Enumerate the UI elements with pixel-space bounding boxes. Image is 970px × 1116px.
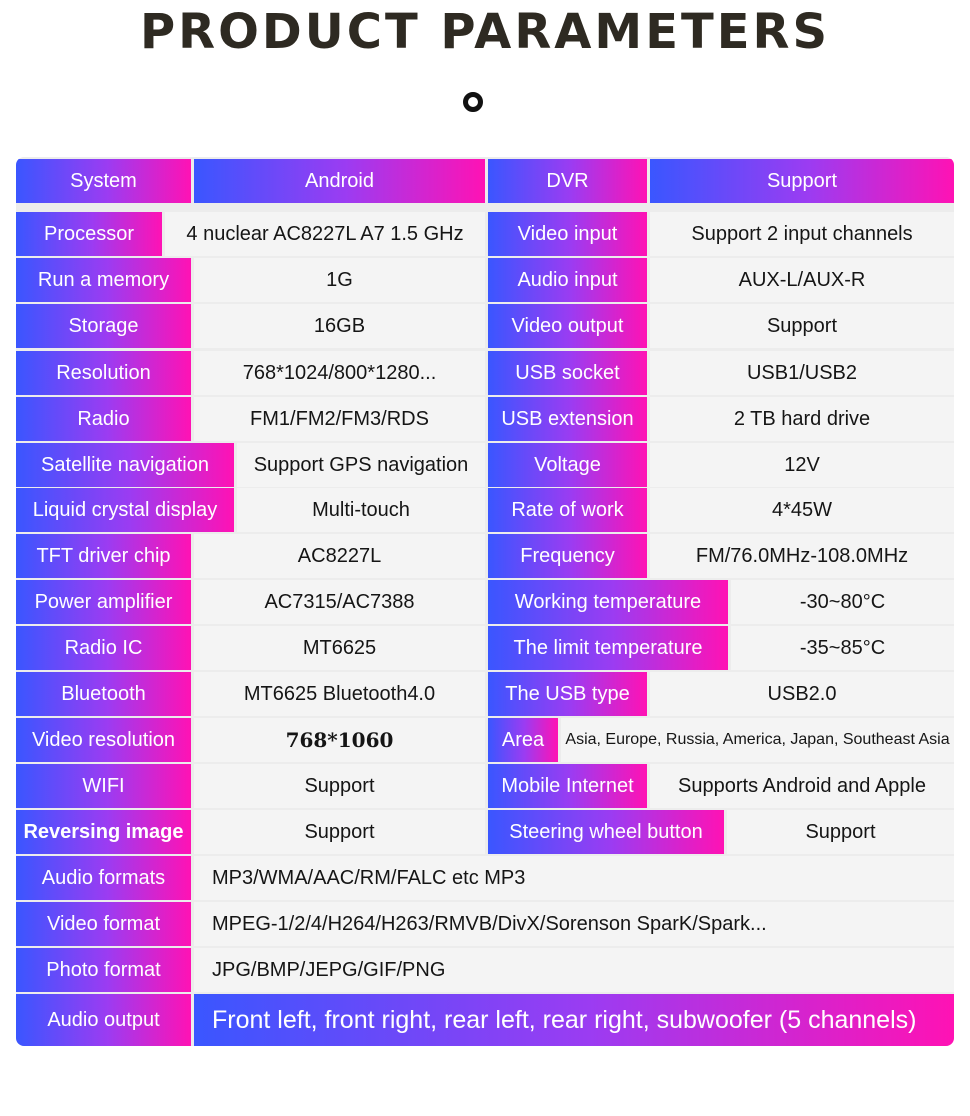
value-system: Android — [194, 159, 485, 203]
value-lcd: Multi-touch — [237, 488, 485, 532]
label-resolution: Resolution — [16, 351, 191, 395]
label-lcd: Liquid crystal display — [16, 488, 234, 532]
value-processor: 4 nuclear AC8227L A7 1.5 GHz — [165, 212, 485, 256]
value-usb-socket: USB1/USB2 — [650, 351, 954, 395]
value-bluetooth: MT6625 Bluetooth4.0 — [194, 672, 485, 716]
table-row — [16, 580, 954, 624]
label-dvr: DVR — [488, 159, 647, 203]
table-row — [16, 626, 954, 670]
label-run-memory: Run a memory — [16, 258, 191, 302]
value-run-memory: 1G — [194, 258, 485, 302]
label-area: Area — [488, 718, 558, 762]
label-video-format: Video format — [16, 902, 191, 946]
label-storage: Storage — [16, 304, 191, 348]
value-video-input: Support 2 input channels — [650, 212, 954, 256]
label-frequency: Frequency — [488, 534, 647, 578]
table-row — [16, 212, 954, 256]
value-voltage: 12V — [650, 443, 954, 487]
value-radio: FM1/FM2/FM3/RDS — [194, 397, 485, 441]
table-row — [16, 351, 954, 395]
value-video-format: MPEG-1/2/4/H264/H263/RMVB/DivX/Sorenson SparK/Spark... — [194, 902, 954, 946]
value-tft-driver-chip: AC8227L — [194, 534, 485, 578]
table-row — [16, 443, 954, 487]
value-satellite-navigation: Support GPS navigation — [237, 443, 485, 487]
value-area: Asia, Europe, Russia, America, Japan, Southeast Asia — [561, 718, 954, 762]
label-radio-ic: Radio IC — [16, 626, 191, 670]
table-row — [16, 856, 954, 900]
label-audio-input: Audio input — [488, 258, 647, 302]
value-wifi: Support — [194, 764, 485, 808]
value-audio-input: AUX-L/AUX-R — [650, 258, 954, 302]
label-satellite-navigation: Satellite navigation — [16, 443, 234, 487]
label-processor: Processor — [16, 212, 162, 256]
value-reversing-image: Support — [194, 810, 485, 854]
value-resolution: 768*1024/800*1280... — [194, 351, 485, 395]
label-reversing-image: Reversing image — [16, 810, 191, 854]
label-photo-format: Photo format — [16, 948, 191, 992]
table-row — [16, 764, 954, 808]
value-dvr: Support — [650, 159, 954, 203]
value-usb-extension: 2 TB hard drive — [650, 397, 954, 441]
value-usb-type: USB2.0 — [650, 672, 954, 716]
label-voltage: Voltage — [488, 443, 647, 487]
label-power-amplifier: Power amplifier — [16, 580, 191, 624]
label-usb-extension: USB extension — [488, 397, 647, 441]
value-audio-output: Front left, front right, rear left, rear right, subwoofer (5 channels) — [194, 994, 954, 1046]
table-row — [16, 534, 954, 578]
table-row — [16, 397, 954, 441]
label-rate-of-work: Rate of work — [488, 488, 647, 532]
label-video-input: Video input — [488, 212, 647, 256]
value-storage: 16GB — [194, 304, 485, 348]
label-video-resolution: Video resolution — [16, 718, 191, 762]
label-bluetooth: Bluetooth — [16, 672, 191, 716]
parameters-table — [16, 157, 954, 1046]
value-mobile-internet: Supports Android and Apple — [650, 764, 954, 808]
label-system: System — [16, 159, 191, 203]
label-usb-type: The USB type — [488, 672, 647, 716]
label-audio-formats: Audio formats — [16, 856, 191, 900]
label-audio-output: Audio output — [16, 994, 191, 1046]
table-row — [16, 304, 954, 348]
table-row — [16, 948, 954, 992]
label-wifi: WIFI — [16, 764, 191, 808]
table-row — [16, 159, 954, 203]
value-video-resolution: 768*1060 — [194, 718, 485, 762]
table-row — [16, 902, 954, 946]
page-title: PRODUCT PARAMETERS — [139, 4, 831, 60]
table-row — [16, 672, 954, 716]
label-usb-socket: USB socket — [488, 351, 647, 395]
label-steering-wheel-button: Steering wheel button — [488, 810, 724, 854]
label-limit-temperature: The limit temperature — [488, 626, 728, 670]
value-audio-formats: MP3/WMA/AAC/RM/FALC etc MP3 — [194, 856, 954, 900]
table-row — [16, 810, 954, 854]
table-row — [16, 488, 954, 532]
label-working-temperature: Working temperature — [488, 580, 728, 624]
table-row — [16, 718, 954, 762]
label-tft-driver-chip: TFT driver chip — [16, 534, 191, 578]
value-limit-temperature: -35~85°C — [731, 626, 954, 670]
label-radio: Radio — [16, 397, 191, 441]
table-row — [16, 994, 954, 1046]
value-radio-ic: MT6625 — [194, 626, 485, 670]
label-video-output: Video output — [488, 304, 647, 348]
value-video-output: Support — [650, 304, 954, 348]
value-frequency: FM/76.0MHz-108.0MHz — [650, 534, 954, 578]
circle-icon — [463, 92, 483, 112]
value-power-amplifier: AC7315/AC7388 — [194, 580, 485, 624]
value-steering-wheel-button: Support — [727, 810, 954, 854]
label-mobile-internet: Mobile Internet — [488, 764, 647, 808]
table-row — [16, 258, 954, 302]
value-photo-format: JPG/BMP/JEPG/GIF/PNG — [194, 948, 954, 992]
value-rate-of-work: 4*45W — [650, 488, 954, 532]
value-working-temperature: -30~80°C — [731, 580, 954, 624]
